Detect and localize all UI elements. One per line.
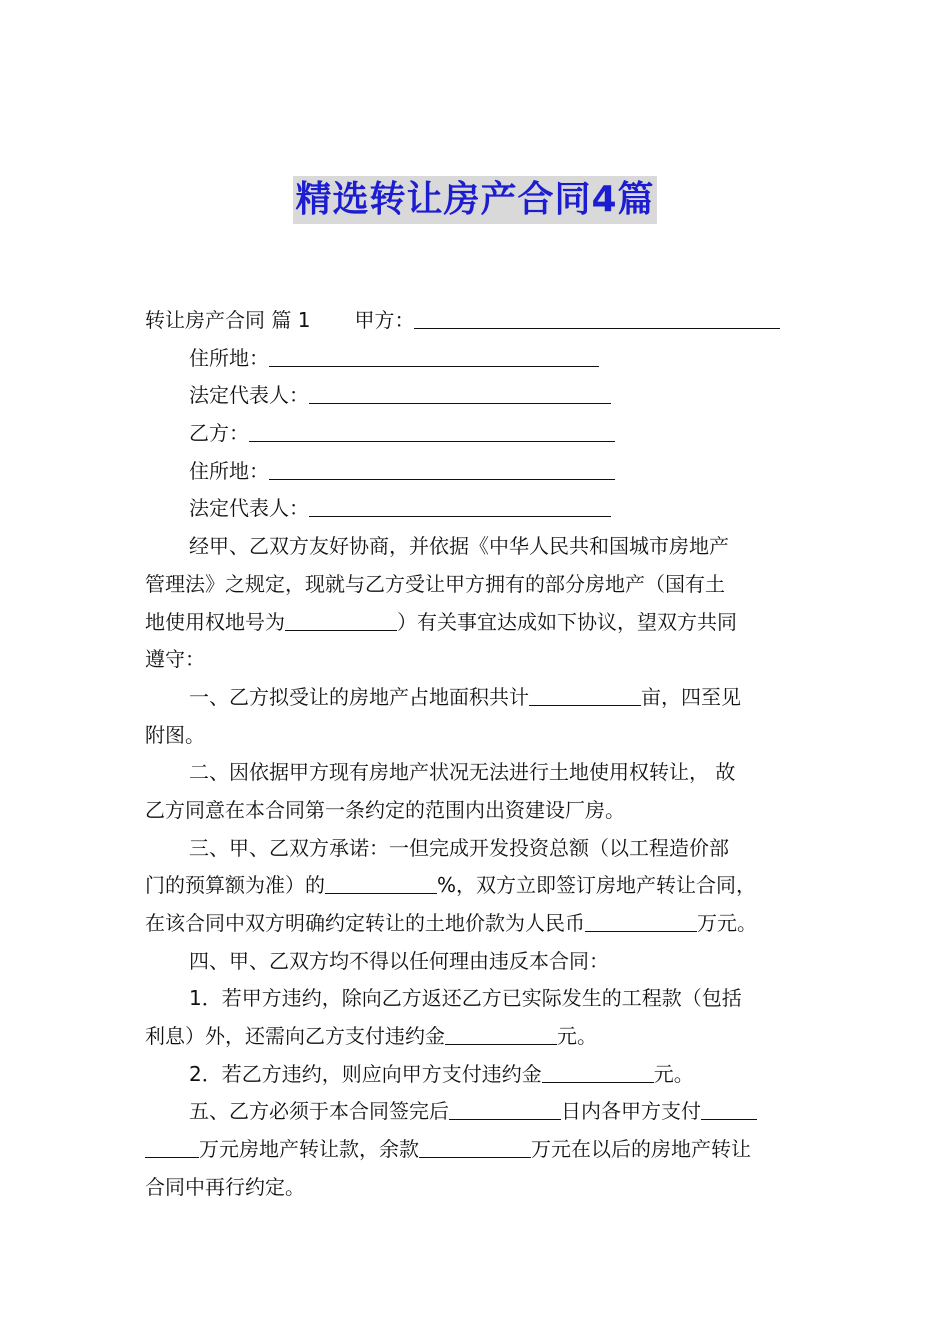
field-line [145, 377, 810, 415]
field-label: 法定代表人： [189, 496, 309, 521]
paragraph-text: 五、乙方必须于本合同签完后 [189, 1099, 449, 1124]
contract-body [145, 302, 810, 1207]
field-label: 法定代表人： [189, 383, 309, 408]
document-title-container [0, 176, 950, 230]
paragraph-text: 万元在以后的房地产转让 [531, 1137, 751, 1162]
paragraph-text: 四、甲、乙双方均不得以任何理由违反本合同： [189, 948, 609, 973]
payment-blank-end [145, 1135, 199, 1158]
paragraph-text: 2．若乙方违约，则应向甲方支付违约金 [189, 1061, 542, 1086]
paragraph-line [145, 867, 810, 905]
field-label: 乙方： [189, 421, 249, 446]
paragraph-line [145, 717, 810, 755]
paragraph-text: 遵守： [145, 647, 205, 672]
party-a-blank [414, 306, 780, 329]
paragraph-line [145, 1169, 810, 1207]
party-a-label: 甲方： [354, 308, 415, 332]
penalty-b-blank [542, 1060, 654, 1083]
paragraph-line [145, 641, 810, 679]
paragraph-line [145, 905, 810, 943]
paragraph-line [145, 1018, 810, 1056]
header-line [145, 302, 810, 340]
balance-blank [419, 1135, 531, 1158]
paragraph-text: 在该合同中双方明确约定转让的土地价款为人民币 [145, 911, 585, 935]
paragraph-text: 日内各甲方支付 [561, 1099, 701, 1124]
paragraph-line [145, 528, 810, 566]
paragraph-text: 地使用权地号为 [145, 609, 285, 634]
paragraph-text: 利息）外，还需向乙方支付违约金 [145, 1024, 445, 1049]
paragraph-line [145, 566, 810, 604]
field-line [145, 490, 810, 528]
paragraph-line [145, 1131, 810, 1169]
document-title: 精选转让房产合同4篇 [293, 176, 656, 224]
paragraph-line [145, 754, 810, 792]
paragraph-text: 亩，四至见 [641, 684, 741, 709]
paragraph-text: 一、乙方拟受让的房地产占地面积共计 [189, 684, 529, 709]
paragraph-text: 门的预算额为准）的 [145, 873, 325, 898]
paragraph-line [145, 792, 810, 830]
field-blank [269, 457, 615, 480]
percent-blank [325, 871, 437, 894]
days-blank [449, 1097, 561, 1120]
paragraph-line [145, 943, 810, 981]
paragraph-text: 万元。 [697, 911, 757, 935]
paragraph-line [145, 604, 810, 642]
field-blank [249, 419, 615, 442]
paragraph-text: 三、甲、乙双方承诺：一但完成开发投资总额（以工程造价部 [189, 835, 729, 860]
paragraph-text: 附图。 [145, 722, 205, 747]
paragraph-text: 元。 [557, 1024, 597, 1049]
section-heading: 转让房产合同 篇 1 [145, 308, 311, 332]
field-blank [309, 381, 611, 404]
price-blank [585, 909, 697, 932]
payment-blank-start [701, 1097, 757, 1120]
paragraph-text: %，双方立即签订房地产转让合同， [437, 873, 757, 898]
paragraph-text: 元。 [653, 1061, 694, 1086]
field-line [145, 415, 810, 453]
field-line [145, 453, 810, 491]
area-blank [529, 683, 641, 706]
paragraph-text: 经甲、乙双方友好协商，并依据《中华人民共和国城市房地产 [189, 534, 729, 559]
paragraph-text: ）有关事宜达成如下协议，望双方共同 [397, 609, 737, 634]
paragraph-text: 万元房地产转让款，余款 [199, 1137, 419, 1162]
paragraph-line [145, 830, 810, 868]
penalty-a-blank [445, 1022, 557, 1045]
paragraph-line [145, 679, 810, 717]
paragraph-text: 合同中再行约定。 [145, 1174, 305, 1199]
field-label: 住所地： [189, 345, 269, 370]
paragraph-line [145, 1056, 810, 1094]
paragraph-line [145, 1093, 810, 1131]
field-blank [309, 494, 611, 517]
paragraph-text: 管理法》之规定，现就与乙方受让甲方拥有的部分房地产（国有土 [145, 571, 725, 596]
paragraph-text: 乙方同意在本合同第一条约定的范围内出资建设厂房。 [145, 797, 625, 822]
field-line [145, 340, 810, 378]
paragraph-text: 1．若甲方违约，除向乙方返还乙方已实际发生的工程款（包括 [189, 986, 742, 1011]
field-label: 住所地： [189, 458, 269, 483]
land-number-blank [285, 608, 397, 631]
field-blank [269, 344, 599, 367]
paragraph-text: 二、因依据甲方现有房地产状况无法进行土地使用权转让， 故 [189, 760, 736, 785]
paragraph-line [145, 980, 810, 1018]
